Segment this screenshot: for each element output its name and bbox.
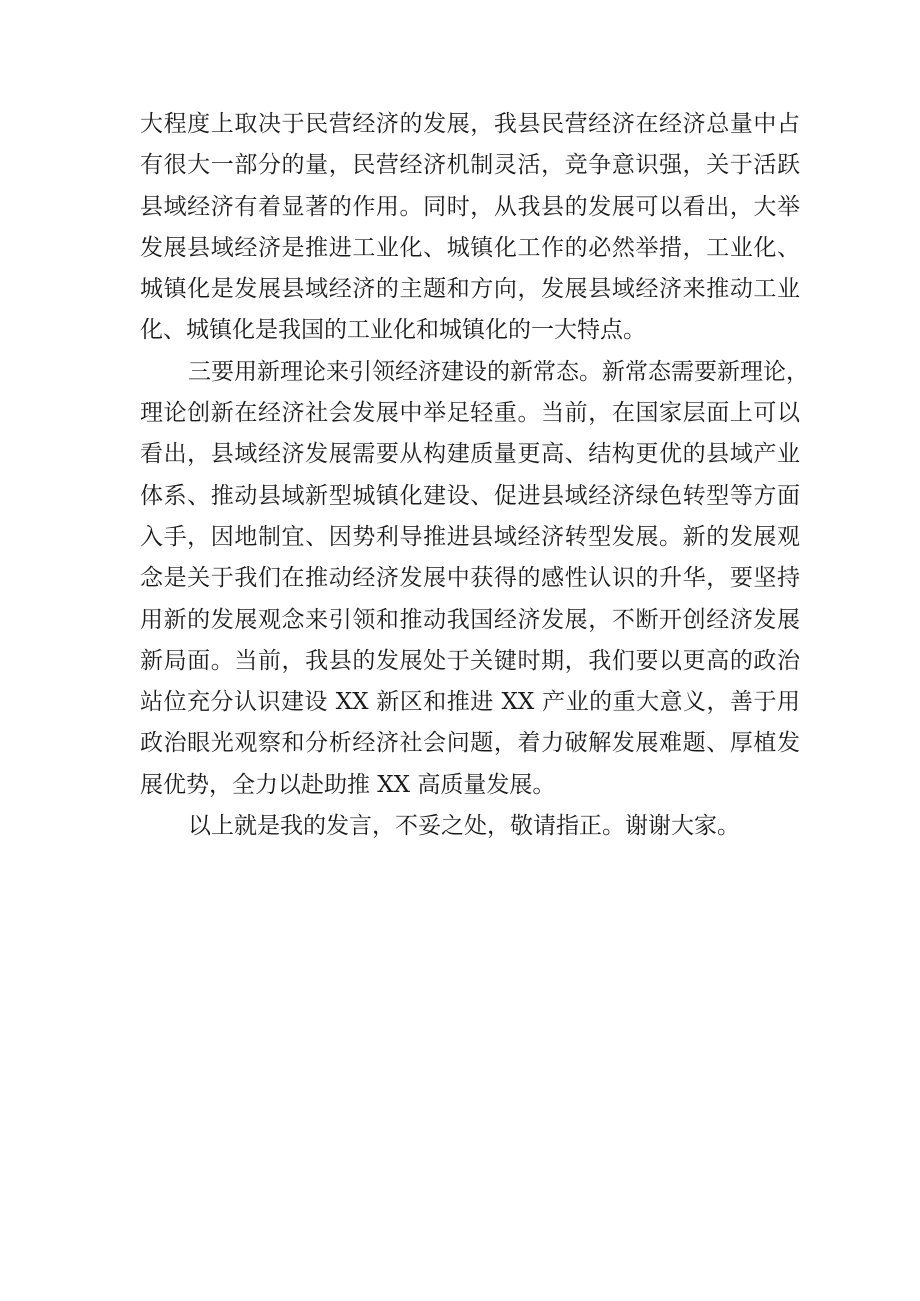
text-line: 站位充分认识建设 XX 新区和推进 XX 产业的重大意义，善于用 [140, 689, 800, 716]
text-line: 有很大一部分的量，民营经济机制灵活，竞争意识强，关于活跃 [140, 152, 800, 179]
text-line: 城镇化是发展县域经济的主题和方向，发展县域经济来推动工业 [140, 276, 800, 303]
text-line: 新局面。当前，我县的发展处于关键时期，我们要以更高的政治 [140, 647, 800, 674]
text-line: 念是关于我们在推动经济发展中获得的感性认识的升华，要坚持 [140, 565, 800, 592]
text-line: 入手，因地制宜、因势利导推进县域经济转型发展。新的发展观 [140, 523, 800, 550]
body-text [140, 104, 809, 847]
text-line: 三要用新理论来引领经济建设的新常态。新常态需要新理论， [188, 358, 809, 385]
text-line: 以上就是我的发言，不妥之处，敬请指正。谢谢大家。 [188, 813, 740, 840]
text-line: 理论创新在经济社会发展中举足轻重。当前，在国家层面上可以 [140, 400, 800, 427]
text-line: 体系、推动县域新型城镇化建设、促进县域经济绿色转型等方面 [140, 482, 800, 509]
text-line: 政治眼光观察和分析经济社会问题，着力破解发展难题、厚植发 [140, 730, 800, 757]
text-line: 看出，县域经济发展需要从构建质量更高、结构更优的县域产业 [140, 441, 800, 468]
text-line: 县域经济有着显著的作用。同时，从我县的发展可以看出，大举 [140, 193, 800, 220]
text-line: 大程度上取决于民营经济的发展，我县民营经济在经济总量中占 [140, 111, 800, 137]
text-line: 用新的发展观念来引领和推动我国经济发展，不断开创经济发展 [140, 606, 800, 633]
text-line: 发展县域经济是推进工业化、城镇化工作的必然举措，工业化、 [140, 234, 800, 261]
text-line: 化、城镇化是我国的工业化和城镇化的一大特点。 [140, 317, 646, 344]
text-line: 展优势，全力以赴助推 XX 高质量发展。 [140, 771, 556, 798]
